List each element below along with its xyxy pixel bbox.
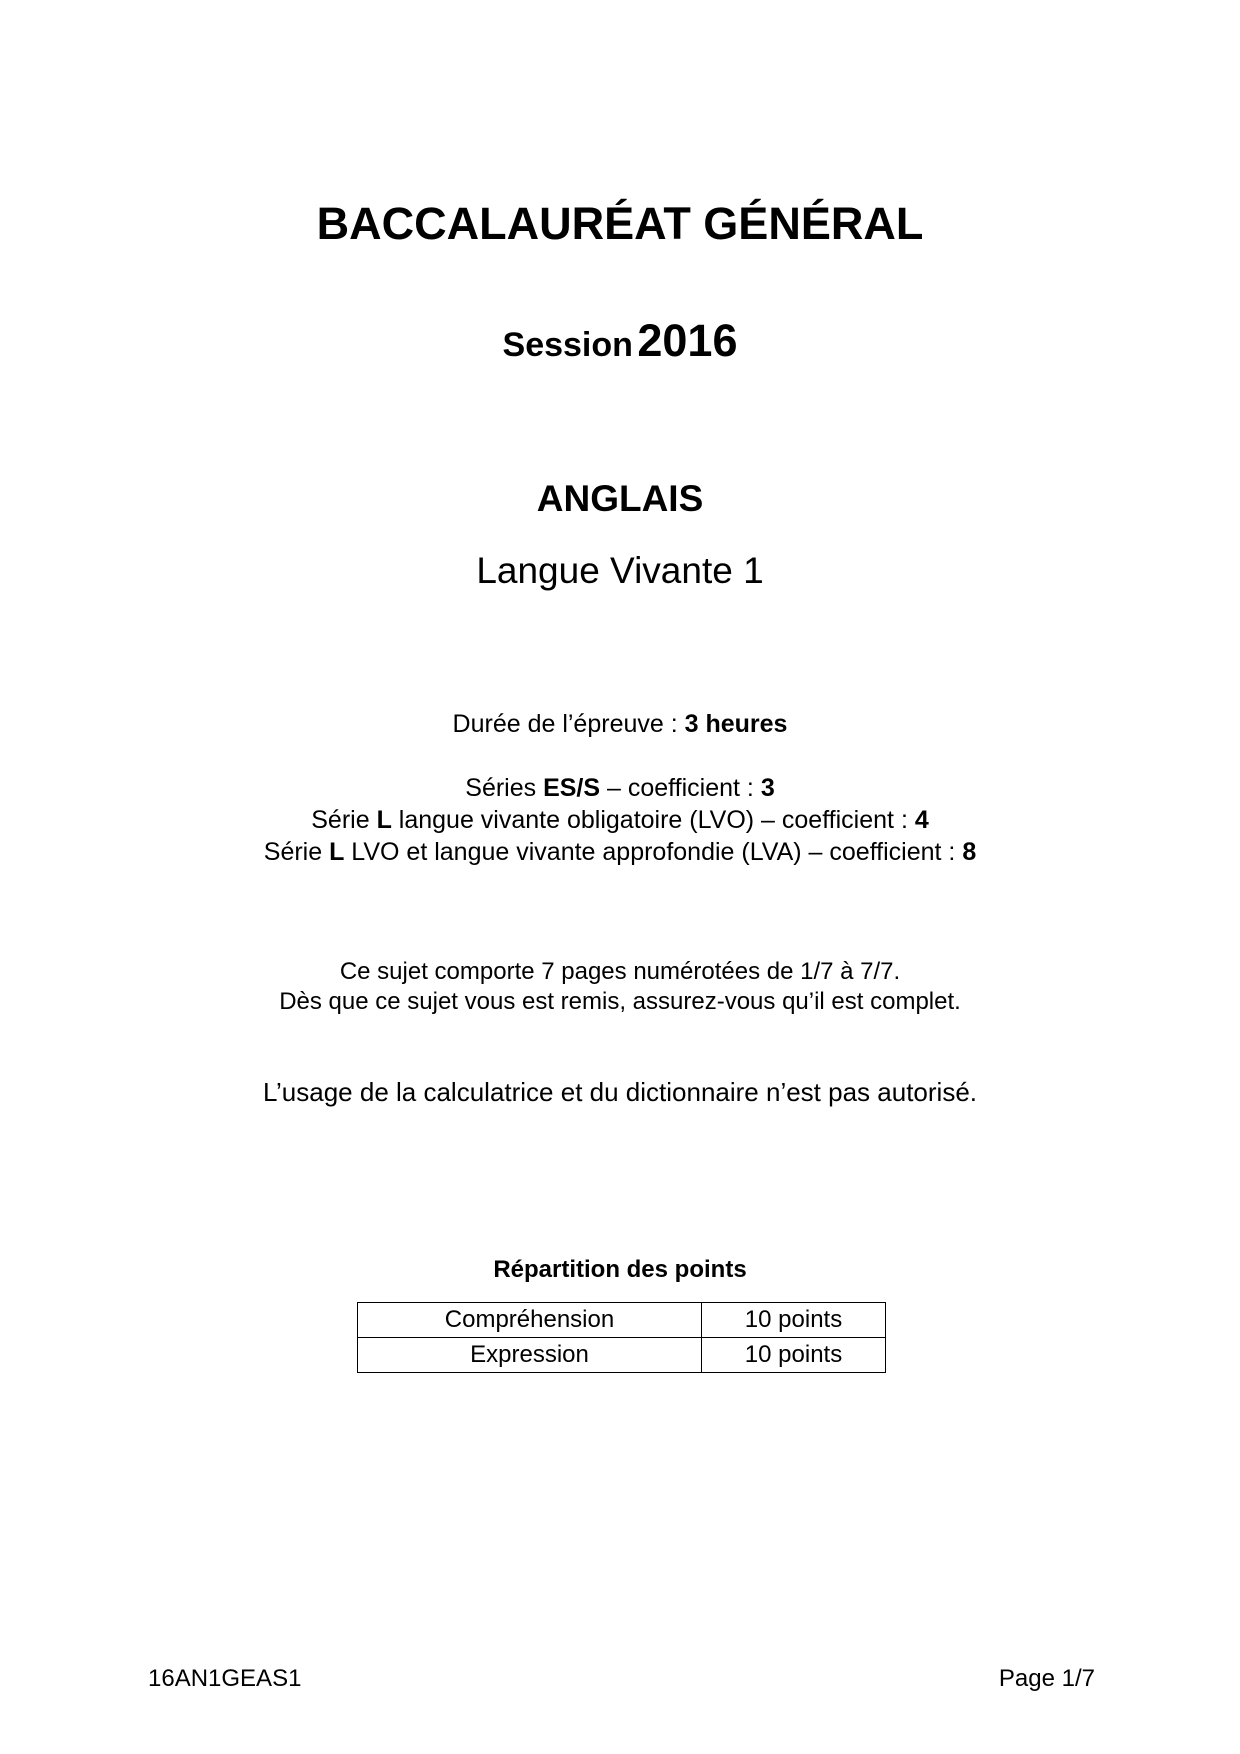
exam-duration — [0, 710, 1240, 739]
points-label-cell: Expression — [358, 1338, 702, 1373]
points-label-cell: Compréhension — [358, 1303, 702, 1338]
calculator-note: L’usage de la calculatrice et du dictionnaire n’est pas autorisé. — [263, 1077, 977, 1107]
duration-value: 3 heures — [684, 710, 788, 738]
series-coefficient: 3 — [760, 774, 775, 802]
series-prefix: Séries — [465, 774, 544, 802]
page-number: Page 1/7 — [998, 1665, 1095, 1692]
series-prefix: Série — [263, 838, 330, 866]
series-coefficient: 8 — [962, 838, 977, 866]
session-year: 2016 — [637, 315, 738, 366]
duration-label: Durée de l’épreuve : — [452, 710, 685, 738]
series-name: L — [376, 806, 392, 834]
subject-code: 16AN1GEAS1 — [148, 1665, 302, 1692]
series-description: LVO et langue vivante approfondie (LVA) – coefficient : — [344, 838, 963, 866]
series-prefix: Série — [311, 806, 377, 834]
points-title: Répartition des points — [493, 1256, 747, 1283]
pages-note: Ce sujet comporte 7 pages numérotées de 1/7 à 7/7. — [339, 958, 901, 985]
series-line — [0, 806, 1240, 835]
subject-level: Langue Vivante 1 — [476, 550, 764, 591]
points-value-cell: 10 points — [702, 1338, 886, 1373]
series-description: – coefficient : — [600, 774, 761, 802]
series-description: langue vivante obligatoire (LVO) – coefficient : — [391, 806, 915, 834]
table-row — [358, 1303, 886, 1338]
series-coefficient: 4 — [914, 806, 929, 834]
series-name: L — [329, 838, 345, 866]
table-row — [358, 1338, 886, 1373]
session-label: Session — [502, 326, 633, 364]
points-value-cell: 10 points — [702, 1303, 886, 1338]
points-table — [357, 1302, 886, 1373]
subject-name: ANGLAIS — [536, 478, 704, 519]
series-line — [0, 838, 1240, 867]
series-line — [0, 774, 1240, 803]
series-name: ES/S — [543, 774, 601, 802]
exam-title: BACCALAURÉAT GÉNÉRAL — [316, 198, 924, 249]
session-line — [0, 315, 1240, 367]
completeness-note: Dès que ce sujet vous est remis, assurez-vous qu’il est complet. — [279, 988, 961, 1015]
